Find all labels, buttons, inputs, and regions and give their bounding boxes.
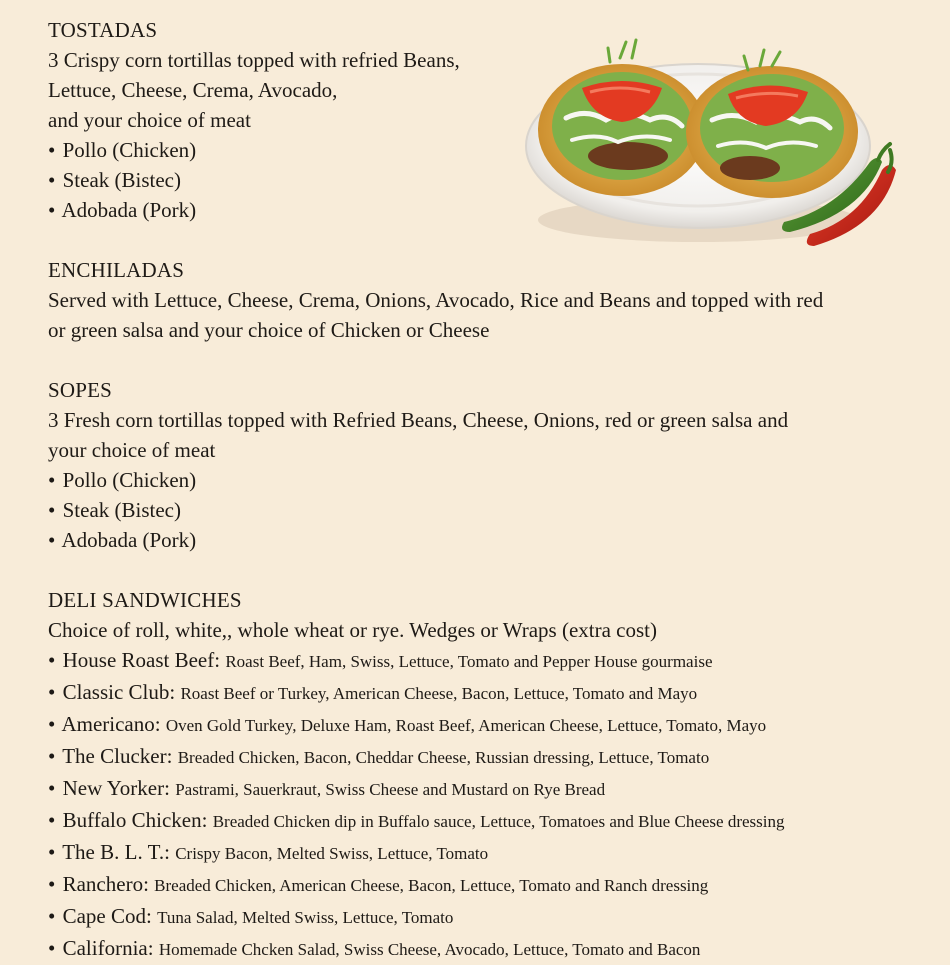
enchiladas-heading: ENCHILADAS (48, 258, 185, 282)
option-label: Steak (Bistec) (62, 498, 181, 522)
tostadas-heading: TOSTADAS (48, 18, 158, 42)
tostadas-desc-line: Lettuce, Cheese, Crema, Avocado, (48, 78, 338, 102)
bullet: • (48, 648, 56, 672)
bullet: • (48, 808, 56, 832)
item-name: New Yorker: (62, 776, 170, 800)
item-desc: Pastrami, Sauerkraut, Swiss Cheese and Mustard on Rye Bread (175, 780, 606, 799)
option-label: Pollo (Chicken) (62, 138, 197, 162)
deli-item (48, 805, 928, 837)
option-label: Steak (Bistec) (62, 168, 181, 192)
deli-item (48, 645, 928, 677)
sopes-option (48, 495, 928, 525)
bullet: • (48, 712, 56, 736)
section-spacer (48, 345, 928, 375)
item-desc: Homemade Chcken Salad, Swiss Cheese, Avocado, Lettuce, Tomato and Bacon (158, 940, 701, 959)
enchiladas-desc-line: or green salsa and your choice of Chicken or Cheese (48, 318, 490, 342)
bullet: • (48, 872, 56, 896)
bullet: • (48, 528, 56, 552)
option-label: Adobada (Pork) (61, 198, 197, 222)
item-desc: Breaded Chicken dip in Buffalo sauce, Lettuce, Tomatoes and Blue Cheese dressing (212, 812, 785, 831)
bullet: • (48, 468, 56, 492)
bullet: • (48, 168, 56, 192)
deli-heading: DELI SANDWICHES (48, 588, 242, 612)
item-desc: Roast Beef, Ham, Swiss, Lettuce, Tomato and Pepper House gourmaise (225, 652, 713, 671)
bullet: • (48, 936, 56, 960)
bullet: • (48, 776, 56, 800)
deli-item (48, 933, 928, 965)
deli-item (48, 709, 928, 741)
deli-item (48, 677, 928, 709)
item-name: The Clucker: (62, 744, 173, 768)
option-label: Adobada (Pork) (61, 528, 197, 552)
section-spacer (48, 555, 928, 585)
sopes-desc-line: 3 Fresh corn tortillas topped with Refried Beans, Cheese, Onions, red or green salsa and (48, 408, 789, 432)
deli-section (48, 585, 928, 965)
item-name: Ranchero: (62, 872, 149, 896)
bullet: • (48, 498, 56, 522)
bullet: • (48, 840, 56, 864)
option-label: Pollo (Chicken) (62, 468, 197, 492)
bullet: • (48, 744, 56, 768)
tostadas-plate-image (522, 28, 900, 246)
item-name: Classic Club: (62, 680, 176, 704)
item-desc: Breaded Chicken, Bacon, Cheddar Cheese, Russian dressing, Lettuce, Tomato (177, 748, 710, 767)
item-desc: Oven Gold Turkey, Deluxe Ham, Roast Beef, American Cheese, Lettuce, Tomato, Mayo (165, 716, 767, 735)
deli-item (48, 837, 928, 869)
deli-item (48, 741, 928, 773)
item-name: Cape Cod: (62, 904, 152, 928)
item-desc: Breaded Chicken, American Cheese, Bacon, Lettuce, Tomato and Ranch dressing (154, 876, 709, 895)
item-desc: Crispy Bacon, Melted Swiss, Lettuce, Tomato (175, 844, 489, 863)
bullet: • (48, 680, 56, 704)
deli-item (48, 773, 928, 805)
sopes-section (48, 375, 928, 555)
tostadas-desc-line: and your choice of meat (48, 108, 251, 132)
left-tostada (538, 40, 706, 196)
sopes-option (48, 525, 928, 555)
item-name: California: (62, 936, 154, 960)
deli-item (48, 869, 928, 901)
sopes-desc-line: your choice of meat (48, 438, 216, 462)
tostadas-desc-line: 3 Crispy corn tortillas topped with refried Beans, (48, 48, 460, 72)
bullet: • (48, 904, 56, 928)
item-name: House Roast Beef: (62, 648, 221, 672)
item-name: The B. L. T.: (62, 840, 170, 864)
bullet: • (48, 138, 56, 162)
item-name: Americano: (61, 712, 161, 736)
enchiladas-section (48, 255, 928, 345)
sopes-option (48, 465, 928, 495)
deli-intro: Choice of roll, white,, whole wheat or rye. Wedges or Wraps (extra cost) (48, 618, 657, 642)
item-name: Buffalo Chicken: (62, 808, 208, 832)
bullet: • (48, 198, 56, 222)
sopes-heading: SOPES (48, 378, 113, 402)
enchiladas-desc-line: Served with Lettuce, Cheese, Crema, Onions, Avocado, Rice and Beans and topped with red (48, 288, 824, 312)
deli-item (48, 901, 928, 933)
item-desc: Tuna Salad, Melted Swiss, Lettuce, Tomato (157, 908, 454, 927)
item-desc: Roast Beef or Turkey, American Cheese, Bacon, Lettuce, Tomato and Mayo (180, 684, 698, 703)
